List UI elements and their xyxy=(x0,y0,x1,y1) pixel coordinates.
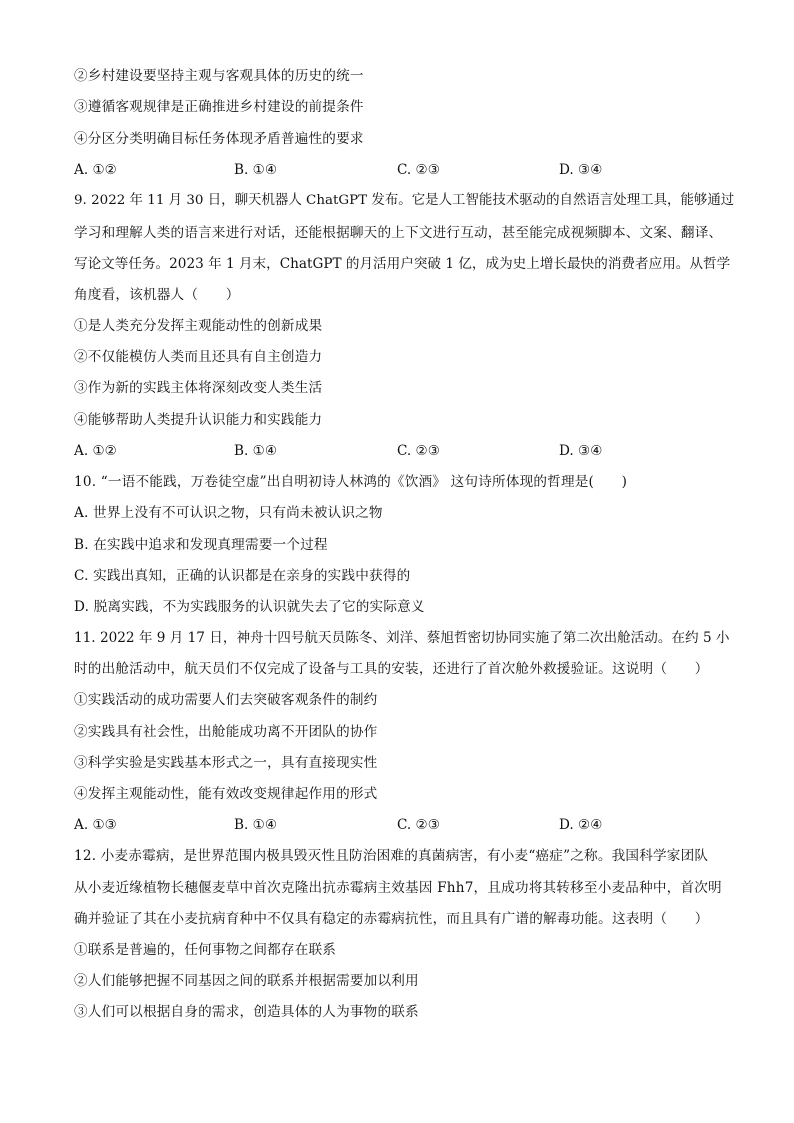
q10-stem: 10. “一语不能践，万卷徒空虚”出自明初诗人林鸿的《饮酒》 这句诗所体现的哲理是( ) xyxy=(74,474,628,490)
q8-option-c: C. ②③ xyxy=(397,162,440,178)
q9-statement-4: ④能够帮助人类提升认识能力和实践能力 xyxy=(74,412,323,428)
q9-stem-line-2: 学习和理解人类的语言来进行对话，还能根据聊天的上下文进行互动，甚至能完成视频脚本、文案、翻译、 xyxy=(74,225,723,241)
q10-choice-b: B. 在实践中追求和发现真理需要一个过程 xyxy=(74,537,328,553)
q11-statement-2: ②实践具有社会性，出舱能成功离不开团队的协作 xyxy=(74,724,378,740)
q9-stem-line-4: 角度看，该机器人（ ） xyxy=(74,287,240,303)
q9-stem-line-1: 9. 2022 年 11 月 30 日，聊天机器人 ChatGPT 发布。它是人工智能技术驱动的自然语言处理工具，能够通过 xyxy=(74,193,735,208)
q11-option-b: B. ①④ xyxy=(234,817,278,833)
q9-option-a: A. ①② xyxy=(74,443,117,459)
q12-stem-line-2: 从小麦近缘植物长穗偃麦草中首次克隆出抗赤霉病主效基因 Fhh7，且成功将其转移至小麦品种中，首次明 xyxy=(74,880,722,896)
q9-statement-2: ②不仅能模仿人类而且还具有自主创造力 xyxy=(74,349,323,365)
q9-statement-3: ③作为新的实践主体将深刻改变人类生活 xyxy=(74,380,323,396)
q9-statement-1: ①是人类充分发挥主观能动性的创新成果 xyxy=(74,318,323,334)
q12-stem-line-3: 确并验证了其在小麦抗病育种中不仅具有稳定的赤霉病抗性，而且具有广谱的解毒功能。这表明（ ） xyxy=(74,911,709,927)
q11-statement-1: ①实践活动的成功需要人们去突破客观条件的制约 xyxy=(74,692,378,708)
q12-statement-3: ③人们可以根据自身的需求，创造具体的人为事物的联系 xyxy=(74,1004,419,1020)
q8-option-d: D. ③④ xyxy=(559,162,603,178)
q11-stem-line-2: 时的出舱活动中，航天员们不仅完成了设备与工具的安装，还进行了首次舱外救援验证。这说明（ ） xyxy=(74,661,709,677)
q11-statement-3: ③科学实验是实践基本形式之一，具有直接现实性 xyxy=(74,755,378,771)
q11-option-d: D. ②④ xyxy=(559,817,603,833)
q10-choice-a: A. 世界上没有不可认识之物，只有尚未被认识之物 xyxy=(74,505,383,521)
q12-stem-line-1: 12. 小麦赤霉病，是世界范围内极具毁灭性且防治困难的真菌病害，有小麦“癌症”之称。我国科学家团队 xyxy=(74,848,709,864)
q9-option-c: C. ②③ xyxy=(397,443,440,459)
q10-choice-c: C. 实践出真知，正确的认识都是在亲身的实践中获得的 xyxy=(74,568,411,584)
q10-choice-d: D. 脱离实践，不为实践服务的认识就失去了它的实际意义 xyxy=(74,599,425,615)
q12-statement-2: ②人们能够把握不同基因之间的联系并根据需要加以利用 xyxy=(74,973,419,989)
q8-option-a: A. ①② xyxy=(74,162,117,178)
q8-option-b: B. ①④ xyxy=(234,162,278,178)
q9-option-d: D. ③④ xyxy=(559,443,603,459)
q8-statement-2: ②乡村建设要坚持主观与客观具体的历史的统一 xyxy=(74,68,364,84)
q11-option-a: A. ①③ xyxy=(74,817,117,833)
q8-options xyxy=(74,160,734,180)
q11-stem-line-1: 11. 2022 年 9 月 17 日，神舟十四号航天员陈冬、刘洋、蔡旭哲密切协同实施了第二次出舱活动。在约 5 小 xyxy=(74,630,730,646)
q11-statement-4: ④发挥主观能动性，能有效改变规律起作用的形式 xyxy=(74,786,378,802)
q11-option-c: C. ②③ xyxy=(397,817,440,833)
q11-options xyxy=(74,815,734,835)
q8-statement-4: ④分区分类明确目标任务体现矛盾普遍性的要求 xyxy=(74,131,364,147)
q12-statement-1: ①联系是普遍的，任何事物之间都存在联系 xyxy=(74,942,337,958)
q8-statement-3: ③遵循客观规律是正确推进乡村建设的前提条件 xyxy=(74,99,364,115)
q9-options xyxy=(74,441,734,461)
q9-option-b: B. ①④ xyxy=(234,443,278,459)
q9-stem-line-3: 写论文等任务。2023 年 1 月末，ChatGPT 的月活用户突破 1 亿，成为史上增长最快的消费者应用。从哲学 xyxy=(74,256,731,272)
